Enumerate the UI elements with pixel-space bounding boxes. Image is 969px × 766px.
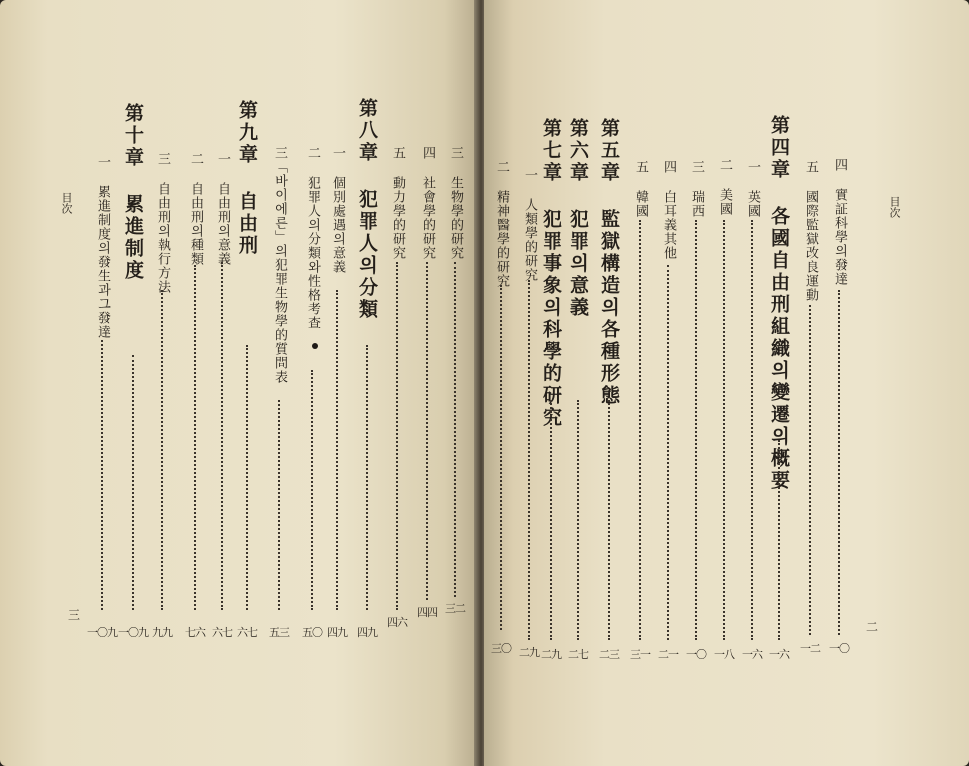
- dot-leader: [311, 370, 313, 610]
- ink-spot: [312, 343, 318, 349]
- toc-entry-page: 一〇九: [87, 626, 117, 639]
- toc-entry[interactable]: [382, 0, 412, 766]
- dot-leader: [426, 262, 428, 600]
- toc-entry-label: 一 人類學的研究: [522, 168, 537, 282]
- dot-leader: [396, 262, 398, 610]
- dot-leader: [723, 220, 725, 640]
- toc-chapter[interactable]: [594, 0, 624, 766]
- toc-entry[interactable]: [737, 0, 767, 766]
- toc-entry-page: 一二: [800, 642, 820, 655]
- dot-leader: [639, 220, 641, 640]
- toc-chapter-page: 二七: [568, 648, 588, 661]
- toc-chapter-label: 第八章 犯罪人의分類: [356, 98, 378, 321]
- toc-chapter-page: 六七: [237, 626, 257, 639]
- toc-entry-page: 四九: [327, 626, 347, 639]
- toc-entry[interactable]: [625, 0, 655, 766]
- dot-leader: [101, 340, 103, 610]
- page-number-right: 二: [866, 620, 879, 634]
- toc-entry-label: 一 自由刑의意義: [215, 152, 230, 266]
- dot-leader: [608, 400, 610, 640]
- toc-chapter-page: 四九: [357, 626, 377, 639]
- toc-entry-label: 一 累進制度의發生과그發達: [95, 155, 110, 339]
- dot-leader: [194, 265, 196, 610]
- toc-entry[interactable]: [180, 0, 210, 766]
- dot-leader: [528, 280, 530, 640]
- toc-chapter[interactable]: [118, 0, 148, 766]
- toc-chapter-page: 一〇九: [118, 626, 148, 639]
- toc-entry-page: 三〇: [491, 642, 511, 655]
- toc-chapter-label: 第七章 犯罪事象의科學的研究: [540, 118, 562, 429]
- dot-leader: [132, 355, 134, 610]
- toc-entry[interactable]: [486, 0, 516, 766]
- dot-leader: [500, 285, 502, 630]
- toc-chapter[interactable]: [352, 0, 382, 766]
- toc-entry-page: 二一: [658, 648, 678, 661]
- toc-entry-label: 五 國際監獄改良運動: [803, 160, 818, 302]
- toc-entry-page: 七六: [185, 626, 205, 639]
- toc-entry-page: 三一: [630, 648, 650, 661]
- running-header-left: 目次: [60, 192, 73, 214]
- toc-entry-page: 四四: [417, 606, 437, 619]
- toc-entry-label: 四 社會學的研究: [420, 146, 435, 260]
- toc-entry-label: 三 生物學的研究: [448, 146, 463, 260]
- toc-chapter-label: 第九章 自由刑: [236, 100, 258, 257]
- toc-entry-page: 一六: [742, 648, 762, 661]
- toc-entry-label: 四 實証科學의發達: [832, 158, 847, 286]
- toc-entry-page: 五〇: [302, 626, 322, 639]
- toc-entry-page: 一八: [714, 648, 734, 661]
- toc-entry-label: 五 韓國: [633, 160, 648, 218]
- dot-leader: [577, 400, 579, 640]
- toc-entry-page: 九九: [152, 626, 172, 639]
- dot-leader: [778, 440, 780, 640]
- dot-leader: [809, 305, 811, 635]
- toc-entry-label: 四 白耳義其他: [661, 160, 676, 260]
- toc-entry-page: 三二: [445, 602, 465, 615]
- dot-leader: [550, 400, 552, 640]
- page-number-left: 三: [68, 608, 81, 622]
- toc-entry-page: 二九: [519, 646, 539, 659]
- toc-entry[interactable]: [322, 0, 352, 766]
- toc-entry-page: 一〇: [686, 648, 706, 661]
- toc-entry[interactable]: [681, 0, 711, 766]
- toc-entry-label: 一 個別處遇의意義: [330, 146, 345, 274]
- toc-chapter[interactable]: [232, 0, 262, 766]
- toc-entry-label: 三 自由刑의執行方法: [155, 152, 170, 294]
- toc-entry[interactable]: [412, 0, 442, 766]
- toc-entry[interactable]: [264, 0, 294, 766]
- dot-leader: [336, 290, 338, 610]
- toc-entry[interactable]: [87, 0, 117, 766]
- toc-entry-label: 二 犯罪人의分類와性格考查: [305, 146, 320, 330]
- toc-chapter-label: 第五章 監獄構造의各種形態: [598, 118, 620, 407]
- dot-leader: [667, 265, 669, 640]
- toc-entry-label: 二 美國: [717, 158, 732, 216]
- toc-entry-label: 三「바이에른」의犯罪生物學的質問表: [272, 146, 287, 384]
- toc-entry[interactable]: [824, 0, 854, 766]
- dot-leader: [246, 345, 248, 610]
- right-page: [484, 0, 969, 766]
- dot-leader: [695, 220, 697, 640]
- running-header-right: 目次: [888, 196, 901, 218]
- toc-chapter-label: 第十章 累進制度: [122, 103, 144, 282]
- left-page: [0, 0, 478, 766]
- toc-chapter-page: 二三: [599, 648, 619, 661]
- toc-entry-label: 二 精神醫學的研究: [494, 160, 509, 288]
- toc-entry[interactable]: [653, 0, 683, 766]
- toc-entry-label: 五 動力學的研究: [390, 146, 405, 260]
- dot-leader: [454, 262, 456, 597]
- toc-entry-page: 六七: [212, 626, 232, 639]
- toc-entry-page: 一〇: [829, 642, 849, 655]
- toc-chapter[interactable]: [764, 0, 794, 766]
- dot-leader: [221, 262, 223, 610]
- toc-entry-label: 一 英國: [745, 160, 760, 218]
- toc-entry[interactable]: [709, 0, 739, 766]
- dot-leader: [751, 220, 753, 640]
- toc-chapter-page: 一六: [769, 648, 789, 661]
- dot-leader: [278, 400, 280, 610]
- dot-leader: [366, 345, 368, 610]
- toc-entry-label: 二 自由刑의種類: [188, 152, 203, 266]
- toc-chapter-page: 二九: [541, 648, 561, 661]
- dot-leader: [838, 290, 840, 635]
- toc-entry-page: 四六: [387, 616, 407, 629]
- toc-entry[interactable]: [440, 0, 470, 766]
- toc-chapter[interactable]: [536, 0, 566, 766]
- toc-chapter-label: 第四章 各國自由刑組織의變遷의概要: [768, 115, 790, 492]
- dot-leader: [161, 290, 163, 610]
- toc-entry[interactable]: [147, 0, 177, 766]
- toc-entry-label: 三 瑞西: [689, 160, 704, 218]
- toc-chapter-label: 第六章 犯罪의意義: [567, 118, 589, 319]
- toc-chapter[interactable]: [563, 0, 593, 766]
- toc-entry-page: 五三: [269, 626, 289, 639]
- toc-entry[interactable]: [795, 0, 825, 766]
